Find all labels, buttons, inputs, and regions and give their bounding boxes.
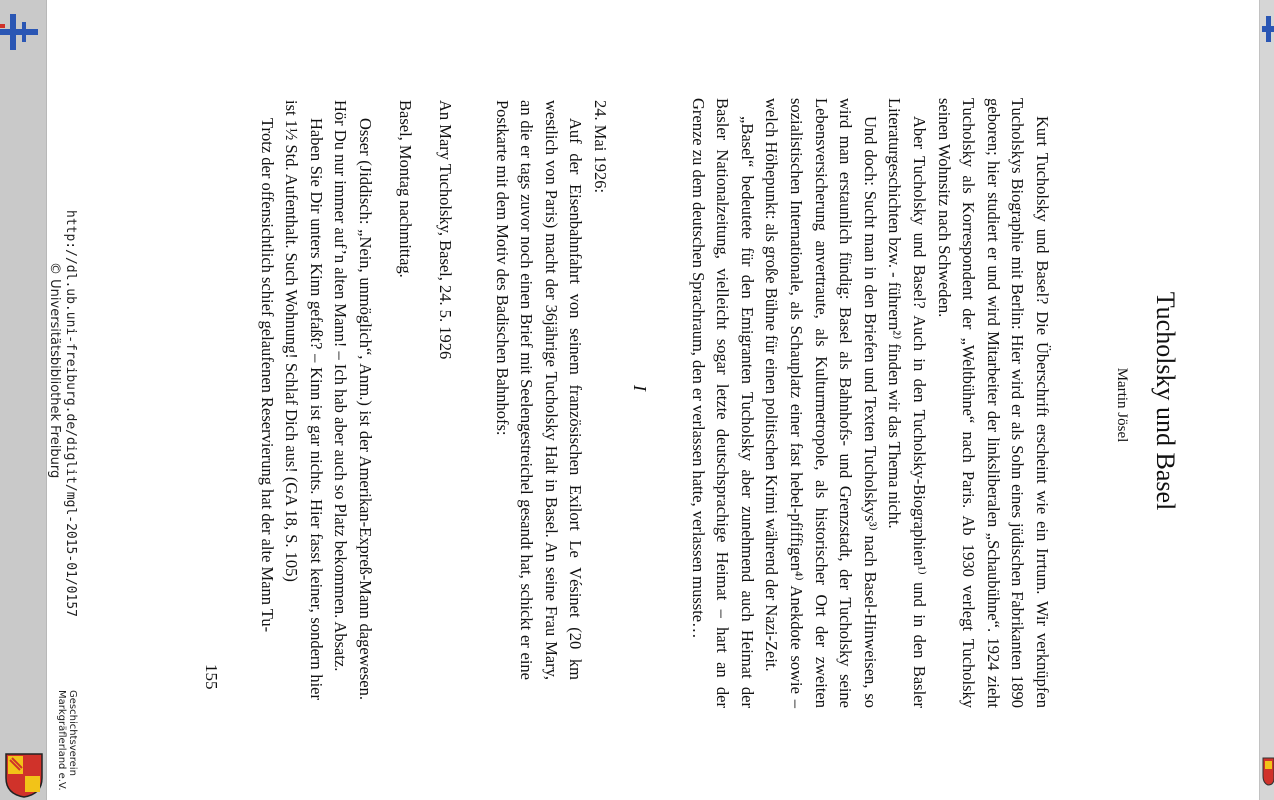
- library-logo-right-icon: [1262, 16, 1274, 42]
- intro-paragraph: Aber Tucholsky und Basel? Auch in den Tucholsky-Biographien¹⁾ und in den Basler Literaturgeschichten bzw. - führern²⁾ finden wir das Thema nicht.: [885, 98, 930, 708]
- footer-copyright: © Universitätsbibliothek Freiburg: [47, 262, 62, 479]
- letter-paragraph: Trotz der offensichtlich schief gelaufenen Reservierung hat der alte Mann Tu-: [257, 118, 277, 633]
- library-logo-icon: [0, 14, 38, 50]
- coat-of-arms-right-icon: [1262, 756, 1274, 786]
- left-viewer-strip: [0, 0, 47, 800]
- coat-of-arms-icon: [4, 752, 44, 798]
- footer-society-line2: Markgräflerland e.V.: [56, 690, 67, 791]
- intro-text-block: [685, 98, 1054, 708]
- letter-heading: An Mary Tucholsky, Basel, 24. 5. 1926: [436, 100, 455, 360]
- page-number: 155: [202, 664, 221, 690]
- letter-place-block: [392, 100, 417, 680]
- trip-paragraph: Auf der Eisenbahnfahrt von seinem französischen Exilort Le Vésinet (20 km westlich von Paris) macht der 36jährige Tucholsky Halt in Basel. An seine Frau Mary, an die er tags zuvor noch einen Brief mit Seelengestreichel gesandt hat, schickt er eine Postkarte mit dem Motiv des Badischen Bahnhofs:: [492, 100, 586, 680]
- letter-text-block: [254, 100, 377, 700]
- letter-heading-block: [432, 100, 457, 680]
- rotated-document-page: [46, 0, 1260, 800]
- intro-paragraph: „Basel“ bedeutete für den Emigranten Tucholsky aber zunehmend auch Heimat der Basler Nationalzeitung, vielleicht sogar letzte deutschsprachige Heimat – hart an der Grenze zu dem deutschen Sprachraum, den er verlassen hatte, verlassen musste…: [688, 98, 757, 708]
- intro-paragraph: Kurt Tucholsky und Basel? Die Überschrift erscheint wie ein Irrtum. Wir verknüpfen Tucholskys Biographie mit Berlin: Hier wird er als Sohn eines jüdischen Fabrikanten 1890 geboren; hier studiert er und wird Mitarbeiter der linksliberalen „Schaubühne“. 1924 zieht Tucholsky als Korrespondent der „Weltbühne“ nach Paris. Ab 1930 verlegt Tucholsky seinen Wohnsitz nach Schweden.: [934, 98, 1052, 708]
- letter-paragraph: Haben Sie Dir unters Kinn gefaßt? – Kinn ist gar nichts. Hier fasst keiner, sondern hier ist 1½ Std. Aufenthalt. Such Wohnung! Schlaf Dich aus! (GA 18, S. 105): [282, 100, 326, 700]
- article-title: Tucholsky und Basel: [1151, 291, 1180, 511]
- letter-paragraph: Osser (Jiddisch: „Nein, unmöglich“, Anm.) ist der Amerikan-Expreß-Mann dagewesen. Hör Du nur immer auf’n alten Mann! – Ich hab aber auch so Platz bekommen. Absatz.: [331, 100, 375, 700]
- footer-url[interactable]: http://dl.ub.uni-freiburg.de/diglit/mgl-2015-01/0157: [63, 210, 78, 617]
- date-heading: 24. Mai 1926:: [591, 100, 610, 194]
- intro-paragraph: Und doch: Sucht man in den Briefen und Texten Tucholskys³⁾ nach Basel-Hinweisen, so wird man erstaunlich fündig: Basel als Bahnhofs- und Grenzstadt, der Tucholsky seine Lebensversicherung anvertraute, als Kulturmetropole, als historischer Ort der zweiten sozialistischen Internationale, als Schauplatz einer fast hebel-pfiffigen⁴⁾ Anekdote sowie – welch Höhepunkt: als große Bühne für einen politischen Krimi während der Nazi-Zeit.: [762, 98, 880, 708]
- footer-society-line1: Geschichtsverein: [67, 690, 78, 776]
- right-viewer-strip: [1259, 0, 1274, 800]
- letter-place: Basel, Montag nachmittag.: [396, 100, 415, 278]
- section-numeral: I: [630, 385, 650, 391]
- trip-text-block: [489, 100, 612, 680]
- footer-society: [56, 690, 78, 791]
- article-author: Martin Jösel: [1114, 367, 1130, 443]
